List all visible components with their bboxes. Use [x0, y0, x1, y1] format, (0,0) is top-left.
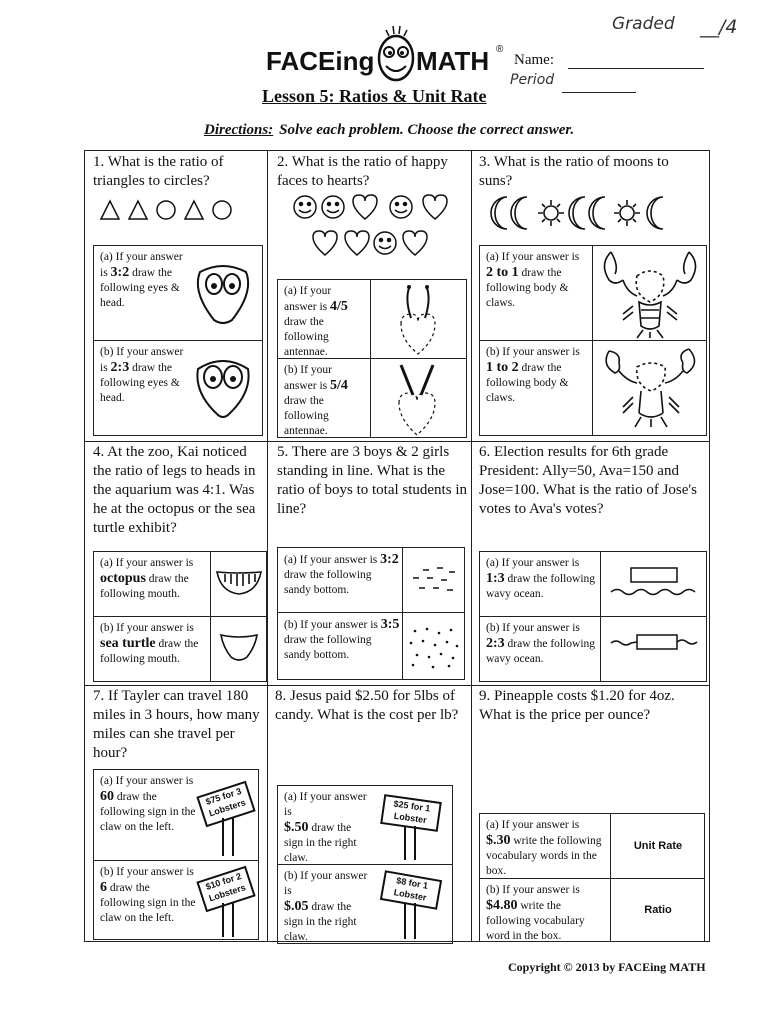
- answer-value: 2:3: [486, 636, 505, 651]
- answer-value: $.50: [284, 820, 309, 835]
- vocab-box-b: [610, 879, 705, 941]
- problem-5-question: 5. There are 3 boys & 2 girls standing in line. What is the ratio of boys to total students in line?: [277, 444, 467, 517]
- problem-3-option-a[interactable]: (a) If your answer is 2 to 1 draw the following body & claws.: [479, 245, 707, 341]
- problem-6-question: 6. Election results for 6th grade President: Ally=50, Ava=150 and Jose=100. What is the ratio of Jose's votes to Ava's votes?: [479, 444, 697, 517]
- problem-5-option-b[interactable]: (b) If your answer is 3:5 draw the following sandy bottom.: [277, 612, 465, 680]
- answer-value: octopus: [100, 571, 146, 586]
- antennae-a-icon: [370, 280, 467, 358]
- problem-2-option-a[interactable]: (a) If your answer is 4/5 draw the following antennae.: [277, 279, 467, 359]
- answer-value: $4.80: [486, 898, 518, 913]
- triangles-circles-figure: [99, 199, 259, 226]
- registered-mark: ®: [496, 44, 504, 55]
- sign-post: [222, 903, 234, 937]
- logo-face-icon: [379, 26, 413, 80]
- answer-value: 2 to 1: [486, 265, 519, 280]
- dotted-sand-icon: [402, 613, 465, 679]
- lobster-sign-10-icon: [196, 865, 256, 939]
- problem-4-option-a[interactable]: (a) If your answer is octopus draw the following mouth.: [93, 551, 267, 617]
- problem-1-option-b[interactable]: (b) If your answer is 2:3 draw the following eyes & head.: [93, 340, 263, 436]
- answer-value: 5/4: [330, 378, 348, 393]
- sign-text: $10 for 2 Lobsters: [196, 866, 255, 913]
- answer-value: $.05: [284, 899, 309, 914]
- answer-value: 6: [100, 880, 107, 895]
- graded-label: Graded: [612, 14, 675, 34]
- copyright: Copyright © 2013 by FACEing MATH: [508, 960, 706, 974]
- moons-suns-figure: [489, 195, 679, 236]
- problem-7-option-b[interactable]: (b) If your answer is 6 draw the following sign in the claw on the left. $10 for 2 Lobsters: [93, 860, 259, 940]
- problem-2-question: 2. What is the ratio of happy faces to hearts?: [277, 154, 448, 189]
- graded-score: __/4: [700, 16, 738, 38]
- problem-4-option-b[interactable]: (b) If your answer is sea turtle draw the following mouth.: [93, 616, 267, 682]
- problem-8-question: 8. Jesus paid $2.50 for 5lbs of candy. What is the cost per lb?: [275, 688, 459, 723]
- period-field[interactable]: [562, 92, 636, 93]
- directions-label: Directions:: [204, 122, 274, 138]
- problem-8-option-a[interactable]: (a) If your answer is $.50 draw the sign in the right claw. $25 for 1 Lobster: [277, 785, 453, 865]
- answer-value: 3:2: [380, 552, 399, 567]
- row-divider: [85, 685, 709, 686]
- vocab-word: Ratio: [644, 904, 672, 916]
- alien-head-b-icon: [192, 353, 254, 424]
- answer-value: 4/5: [330, 299, 348, 314]
- problem-6-option-b[interactable]: (b) If your answer is 2:3 draw the following wavy ocean.: [479, 616, 707, 682]
- simple-mouth-icon: [210, 617, 267, 681]
- problem-9-option-b[interactable]: (b) If your answer is $4.80 write the following vocabulary word in the box. Ratio: [479, 878, 705, 942]
- problem-2-option-b[interactable]: (b) If your answer is 5/4 draw the following antennae.: [277, 358, 467, 438]
- answer-value: sea turtle: [100, 636, 156, 651]
- dashed-sand-icon: [402, 548, 465, 612]
- answer-value: 3:2: [110, 265, 130, 280]
- lesson-title: Lesson 5: Ratios & Unit Rate: [262, 86, 487, 106]
- sign-post: [404, 903, 416, 939]
- sign-text: $75 for 3 Lobsters: [196, 781, 255, 828]
- problem-8-option-b[interactable]: (b) If your answer is $.05 draw the sign in the right claw. $8 for 1 Lobster: [277, 864, 453, 944]
- lobster-body-b-icon: [592, 341, 707, 435]
- name-field[interactable]: [568, 68, 704, 69]
- toothy-mouth-icon: [210, 552, 267, 616]
- problem-3-question: 3. What is the ratio of moons to suns?: [479, 154, 669, 189]
- answer-value: 60: [100, 789, 114, 804]
- column-divider: [471, 151, 472, 941]
- row-divider: [85, 441, 709, 442]
- sign-text: $8 for 1 Lobster: [380, 870, 442, 910]
- problem-4-question: 4. At the zoo, Kai noticed the ratio of legs to heads in the aquarium was 4:1. Was he at the octopus or the sea turtle exhibit?: [93, 444, 256, 536]
- logo-left-text: FACEing: [266, 46, 375, 76]
- lobster-sign-25-icon: [374, 790, 450, 862]
- antennae-b-icon: [370, 359, 467, 437]
- problem-9-option-a[interactable]: (a) If your answer is $.30 write the following vocabulary words in the box. Unit Rate: [479, 813, 705, 879]
- sign-post: [404, 826, 416, 860]
- wavy-ocean-a-icon: [600, 552, 707, 616]
- wavy-ocean-b-icon: [600, 617, 707, 681]
- problem-6-option-a[interactable]: (a) If your answer is 1:3 draw the following wavy ocean.: [479, 551, 707, 617]
- answer-value: 2:3: [110, 360, 130, 375]
- answer-value: 1:3: [486, 571, 505, 586]
- sign-text: $25 for 1 Lobster: [380, 794, 442, 832]
- problem-3-option-b[interactable]: (b) If your answer is 1 to 2 draw the following body & claws.: [479, 340, 707, 436]
- directions: [204, 122, 574, 139]
- problem-1-option-a[interactable]: (a) If your answer is 3:2 draw the following eyes & head.: [93, 245, 263, 341]
- name-label: Name:: [514, 52, 554, 68]
- lobster-sign-8-icon: [374, 869, 450, 941]
- problem-7-question: 7. If Tayler can travel 180 miles in 3 hours, how many miles can she travel per hour?: [93, 688, 260, 761]
- vocab-box-a: [610, 814, 705, 878]
- problem-5-option-a[interactable]: (a) If your answer is 3:2 draw the following sandy bottom.: [277, 547, 465, 613]
- vocab-word: Unit Rate: [633, 840, 683, 852]
- faces-hearts-figure: [291, 193, 461, 268]
- logo-right-text: MATH: [416, 46, 490, 76]
- answer-value: $.30: [486, 833, 511, 848]
- period-label: Period: [510, 72, 555, 88]
- column-divider: [267, 151, 268, 941]
- faceing-math-logo: [266, 22, 506, 84]
- problem-1-question: 1. What is the ratio of triangles to circles?: [93, 154, 224, 189]
- lobster-body-a-icon: [592, 246, 707, 340]
- directions-text: Solve each problem. Choose the correct answer.: [279, 122, 575, 138]
- problem-grid: [84, 150, 710, 942]
- problem-9-question: 9. Pineapple costs $1.20 for 4oz. What is the price per ounce?: [479, 688, 675, 723]
- alien-head-a-icon: [192, 262, 254, 331]
- problem-7-option-a[interactable]: (a) If your answer is 60 draw the following sign in the claw on the left. $75 for 3 Lobsters: [93, 769, 259, 861]
- lobster-sign-75-icon: [196, 778, 256, 858]
- sign-post: [222, 818, 234, 856]
- answer-value: 3:5: [380, 617, 400, 632]
- answer-value: 1 to 2: [486, 360, 519, 375]
